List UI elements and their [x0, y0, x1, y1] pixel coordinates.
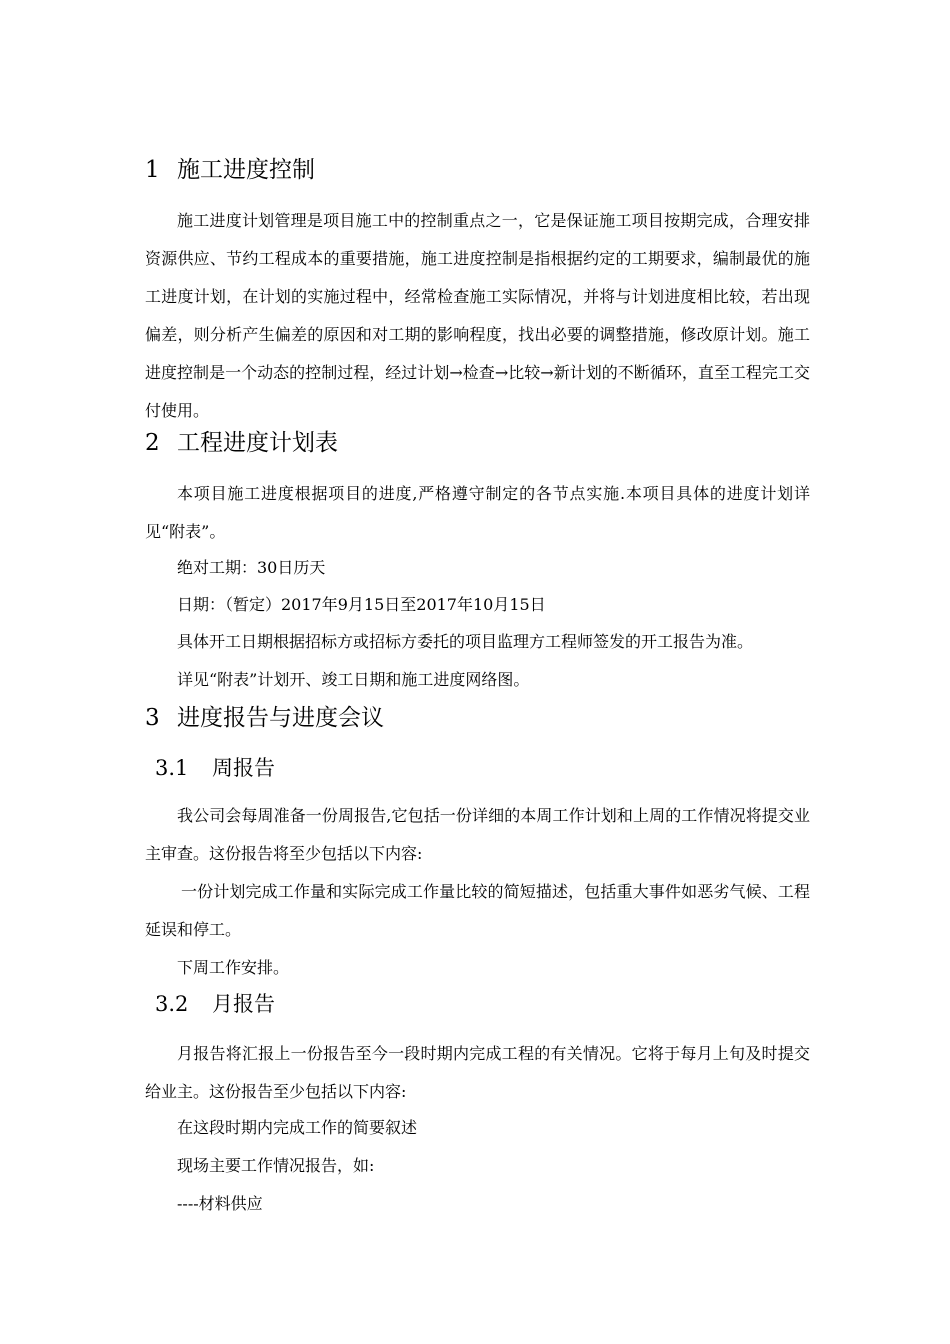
duration-line: 绝对工期：30日历天 — [177, 558, 326, 577]
start-date-note: 具体开工日期根据招标方或招标方委托的项目监理方工程师签发的开工报告为准。 — [177, 632, 754, 651]
section-number: 2 — [145, 430, 160, 456]
monthly-item-summary: 在这段时期内完成工作的简要叙述 — [177, 1118, 418, 1137]
section-1-heading — [145, 154, 315, 186]
schedule-reference: 详见“附表”计划开、竣工日期和施工进度网络图。 — [177, 670, 530, 689]
monthly-item-materials: ----材料供应 — [177, 1194, 263, 1213]
subsection-title: 周报告 — [212, 756, 275, 780]
section-2-heading — [145, 427, 338, 459]
date-line: 日期：（暂定）2017年9月15日至2017年10月15日 — [177, 595, 546, 614]
monthly-report-paragraph: 月报告将汇报上一份报告至今一段时期内完成工程的有关情况。它将于每月上旬及时提交给业主。这份报告至少包括以下内容: — [145, 1044, 810, 1101]
weekly-report-item: 一份计划完成工作量和实际完成工作量比较的简短描述，包括重大事件如恶劣气候、工程延误和停工。 — [145, 882, 810, 939]
section-title: 工程进度计划表 — [177, 430, 338, 456]
subsection-3-2-heading — [155, 989, 275, 1019]
monthly-item-site-report: 现场主要工作情况报告，如: — [177, 1156, 375, 1175]
subsection-title: 月报告 — [212, 992, 275, 1016]
subsection-number: 3.2 — [155, 992, 189, 1016]
weekly-report-paragraph: 我公司会每周准备一份周报告,它包括一份详细的本周工作计划和上周的工作情况将提交业主审查。这份报告将至少包括以下内容: — [145, 806, 810, 863]
section-3-heading — [145, 702, 384, 734]
section-2-paragraph: 本项目施工进度根据项目的进度,严格遵守制定的各节点实施.本项目具体的进度计划详见“附表”。 — [145, 484, 810, 541]
subsection-3-1-heading — [155, 753, 275, 783]
section-1-paragraph: 施工进度计划管理是项目施工中的控制重点之一，它是保证施工项目按期完成，合理安排资源供应、节约工程成本的重要措施，施工进度控制是指根据约定的工期要求，编制最优的施工进度计划，在计划的实施过程中，经常检查施工实际情况，并将与计划进度相比较，若出现偏差，则分析产生偏差的原因和对工期的影响程度，找出必要的调整措施，修改原计划。施工进度控制是一个动态的控制过程，经过计划→检查→比较→新计划的不断循环，直至工程完工交付使用。 — [145, 211, 810, 420]
subsection-number: 3.1 — [155, 756, 189, 780]
section-number: 3 — [145, 705, 160, 731]
section-title: 进度报告与进度会议 — [177, 705, 384, 731]
section-title: 施工进度控制 — [177, 157, 315, 183]
section-number: 1 — [145, 157, 160, 183]
next-week-line: 下周工作安排。 — [177, 958, 290, 977]
